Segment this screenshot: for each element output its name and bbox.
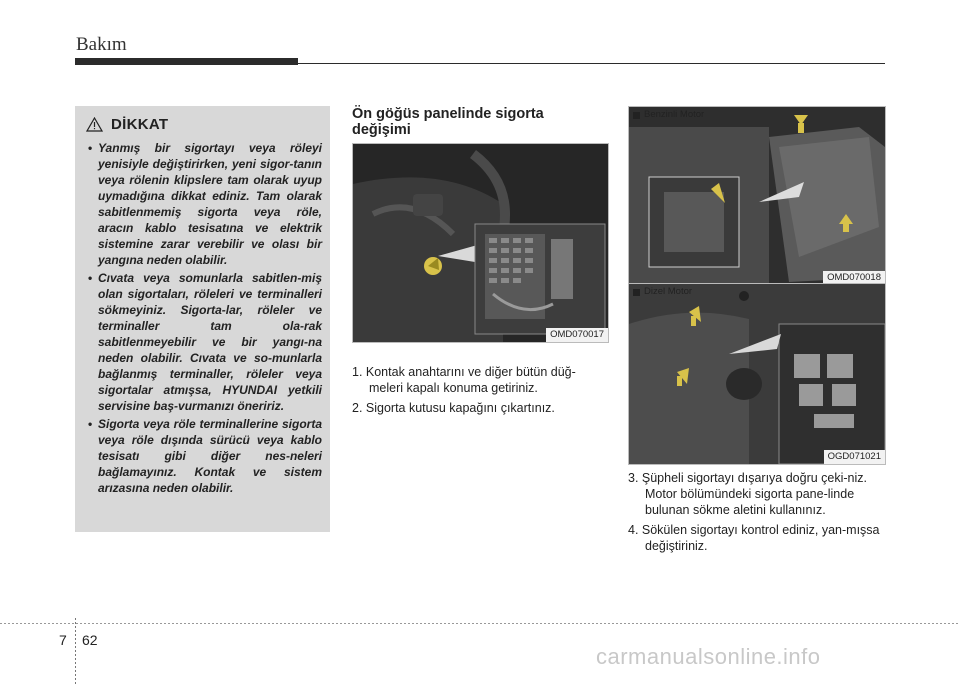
warning-triangle-icon (86, 117, 103, 132)
dashboard-illustration (353, 144, 608, 342)
dashboard-fuse-photo (352, 143, 609, 343)
figure-caption: OGD071021 (824, 450, 885, 464)
petrol-engine-illustration (629, 107, 885, 285)
square-bullet-icon (633, 112, 640, 119)
warning-title: DİKKAT (111, 116, 169, 133)
warning-item: • Yanmış bir sigortayı veya röleyi yenisiyle değiştirirken, yeni sigor-tanın veya rölenin klipslere tam olarak uyup uymadığına dikkat ediniz. Tam olarak sabitlenmemiş sigorta veya röle, aracın kablo tesisatına ve elektrik sistemine zarar verebilir ve olası bir yangına neden olabilir. (84, 140, 322, 268)
petrol-engine-label-text: Benzinli Motor (644, 109, 705, 120)
figure-caption: OMD070018 (823, 271, 885, 285)
diesel-engine-photo (628, 283, 886, 465)
step-item: 3. Şüpheli sigortayı dışarıya doğru çeki-niz. Motor bölümündeki sigorta pane-linde bulunan sökme aletini kullanınız. (628, 471, 868, 517)
steps-list-left (352, 364, 607, 420)
petrol-engine-photo (628, 106, 886, 286)
figure-caption: OMD070017 (546, 328, 608, 342)
warning-heading (86, 116, 168, 133)
step-item: 1. Kontak anahtarını ve diğer bütün düğ-meleri kapalı konuma getiriniz. (352, 365, 576, 395)
warning-item: • Sigorta veya röle terminallerine sigorta veya röle dışında sürücü veya kablo tesisatı gibi diğer nes-neleri bağlamayınız. Kontak ve sistem arızasına neden olabilir. (84, 416, 322, 496)
step-item: 4. Sökülen sigortayı kontrol ediniz, yan-mışsa değiştiriniz. (628, 523, 880, 553)
page-number: 62 (82, 632, 98, 648)
diesel-engine-illustration (629, 284, 885, 464)
step-item: 2. Sigorta kutusu kapağını çıkartınız. (352, 401, 555, 415)
header-rule (75, 63, 885, 64)
warning-list (84, 140, 322, 498)
petrol-engine-label (633, 109, 704, 121)
diesel-engine-label-text: Dizel Motor (644, 286, 693, 297)
page-header-title: Bakım (76, 34, 127, 55)
footer-divider (75, 618, 76, 684)
warning-item: • Cıvata veya somunlarla sabitlen-miş olan sigortaları, röleleri ve terminalleri sökmeyiniz. Sigorta-lar, röleler ve terminaller tam ola-rak sabitlenmeyebilir ve bir yangı-na neden olabilir. Cıvata ve so-munlarla bağlanmış terminaller, röleler veya sigortalar atmışsa, HYUNDAI yetkili servisine baş-vurmanızı öneririz. (84, 270, 322, 414)
steps-list-right (628, 470, 884, 558)
diesel-engine-label (633, 286, 692, 298)
footer-rule (0, 623, 960, 624)
chapter-number: 7 (59, 632, 67, 648)
square-bullet-icon (633, 289, 640, 296)
watermark: carmanualsonline.info (596, 644, 821, 669)
section-title: Ön göğüs panelinde sigorta değişimi (352, 106, 544, 138)
